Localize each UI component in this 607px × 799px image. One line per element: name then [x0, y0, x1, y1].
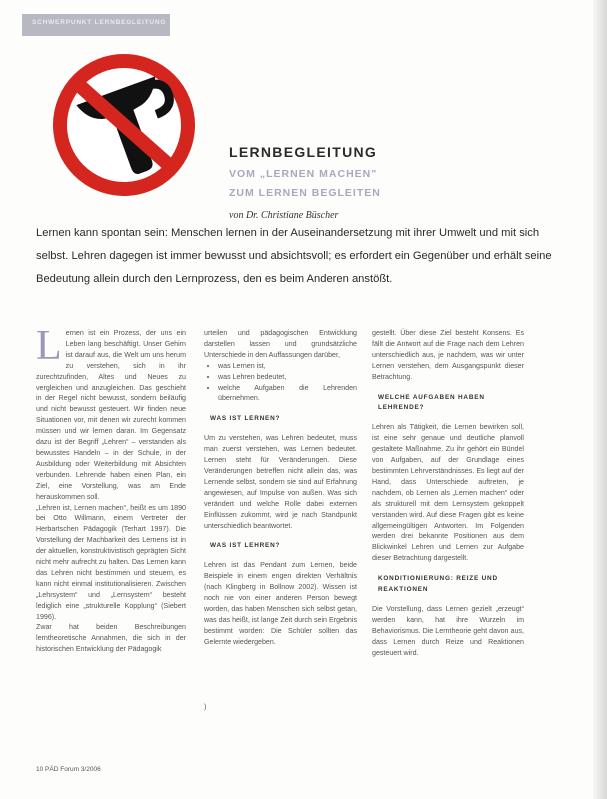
- drop-cap: L: [36, 328, 62, 369]
- list-item: • was Lernen ist,: [218, 361, 357, 372]
- article-author: von Dr. Christiane Büscher: [229, 210, 339, 221]
- section-header-bar: [22, 14, 170, 36]
- paragraph: ernen ist ein Prozess, der uns ein Leben lang beschäftigt. Unser Gehirn ist darauf aus, die Welt um uns herum zu verstehen, sich in ihr zurechtzufinden, Altes und Neues zu vergleichen und anzugleichen. Das geschieht in der Regel nicht bewusst, sondern beiläufig und nicht bewusst gesteuert. Wir finden neue Situationen vor, mit denen wir zurecht kommen müssen und wir lernen daran. Im Gegensatz dazu ist der Begriff „Lehren“ – verstanden als bewusstes Handeln – in der Schule, in der Ausbildung oder Weiterbildung mit Absichten verbunden. Lehrende haben einen Plan, ein Ziel, eine Vorstellung, was am Ende herauskommen soll.: [36, 329, 186, 501]
- column-mark: ): [204, 704, 207, 711]
- article-subtitle-2: ZUM LERNEN BEGLEITEN: [229, 187, 381, 199]
- section-heading: KONDITIONIERUNG: REIZE UND REAKTIONEN: [378, 575, 498, 594]
- section-label: SCHWERPUNKT LERNBEGLEITUNG: [32, 19, 167, 26]
- article-title: LERNBEGLEITUNG: [229, 144, 378, 160]
- page-edge-shadow: [593, 0, 607, 799]
- bullet-list: [204, 361, 357, 405]
- paragraph: „Lehren ist, Lernen machen“, heißt es um 1890 bei Otto Willmann, einem Vertreter der Herbartschen Pädagogik (Terhart 1997). Die Vorstellung der Machbarkeit des Lernens ist in der aktuellen, konstruktivistisch geprägten Sicht nicht mehr aufrecht zu halten. Das Lernen kann das Lehren nicht bestimmen und steuern, es kann nicht einmal institutionalisieren. Zwischen „Lehrsystem“ und „Lernsystem“ besteht lediglich eine „strukturelle Kopplung“ (Siebert 1996).: [36, 503, 186, 621]
- text-column-3: [372, 328, 524, 698]
- column-1-intro: [36, 328, 186, 503]
- page-footer: [36, 766, 101, 773]
- section-heading: WAS IST LEHREN?: [210, 542, 281, 550]
- paragraph: Lehren als Tätigkeit, die Lernen bewirken soll, ist eine sehr genaue und deutliche planvoll gestaltete Maßnahme. Zu ihr gehört ein Bündel von Aufgaben, auf der Grundlage eines bestimmten Lehrverständnisses. Es liegt auf der Hand, dass Unterschiede auftreten, je nachdem, ob Lernen als „Lernen machen“ oder als strukturell mit dem Lernsystem gekoppelt verstanden wird. Auf diese Fragen gibt es keine allgemeingültigen Antworten. Im Folgenden werden drei bekannte Positionen aus dem Blickwinkel Lehren und Lernen zur Aufgabe dieser Betrachtung dargestellt.: [372, 423, 524, 563]
- section-heading: WELCHE AUFGABEN HABEN LEHRENDE?: [378, 393, 485, 412]
- text-column-1: [36, 328, 186, 663]
- text-column-2: [204, 328, 357, 698]
- list-item: • was Lehren bedeutet,: [218, 372, 357, 383]
- paragraph: Lehren ist das Pendant zum Lernen, beide Beispiele in einem engen direkten Verhältnis (nach Klingberg in Bollnow 2002). Wissen ist noch nie von einer anderen Person bewegt worden, das haben Menschen sich selbst getan, was das heißt, ist lange Zeit durch sein Ergebnis bestimmt worden: Die Schüler sollten das Gelernte wiedergeben.: [204, 561, 357, 646]
- list-item: • welche Aufgaben die Lehrenden übernehmen.: [218, 383, 357, 405]
- prohibition-sign-icon: [52, 42, 196, 208]
- paragraph: Die Vorstellung, dass Lernen gezielt „erzeugt“ werden kann, hat ihre Wurzeln im Behaviorismus. Die Lerntheorie geht davon aus, dass Lernen durch Reize und Reaktionen gesteuert wird.: [372, 604, 524, 657]
- lead-paragraph: Lernen kann spontan sein: Menschen lernen in der Auseinandersetzung mit ihrer Umwelt und mit sich selbst. Lehren dagegen ist immer bewusst und absichtsvoll; es erfordert ein Gegenüber und erhält seine Bedeutung allein durch den Lernprozess, den es beim Anderen anstößt.: [36, 227, 552, 285]
- paragraph: Um zu verstehen, was Lehren bedeutet, muss man zuerst verstehen, was Lernen bedeutet. Lernen steht für Veränderungen. Diese Veränderungen betreffen nicht allein das, was Lernende selbst, sondern sie sind auf Erfahrung angewiesen, auf Impulse von außen. Was sich verändert und welche Rolle dabei externen Einflüssen zukommt, wird je nach Standpunkt unterschiedlich beantwortet.: [204, 434, 357, 530]
- section-heading: WAS IST LERNEN?: [210, 415, 281, 423]
- paragraph: Zwar hat beiden Beschreibungen lerntheoretische Annahmen, die sich in der historischen Entwicklung der Pädagogik: [36, 623, 186, 654]
- article-subtitle-1: VOM „LERNEN MACHEN": [229, 168, 378, 180]
- paragraph: gestellt. Über diese Ziel besteht Konsens. Es fällt die Antwort auf die Frage nach dem Lehren unterschiedlich aus, je nachdem, was wir unter Lernen verstehen, dem Ausgangspunkt dieser Betrachtung.: [372, 329, 524, 381]
- page-number: 10: [36, 766, 44, 773]
- journal-name: PÄD Forum 3/2006: [45, 766, 101, 773]
- paragraph: urteilen und pädagogischen Entwicklung darstellen lassen und grundsätzliche Unterschiede in den Auffassungen darüber,: [204, 329, 357, 359]
